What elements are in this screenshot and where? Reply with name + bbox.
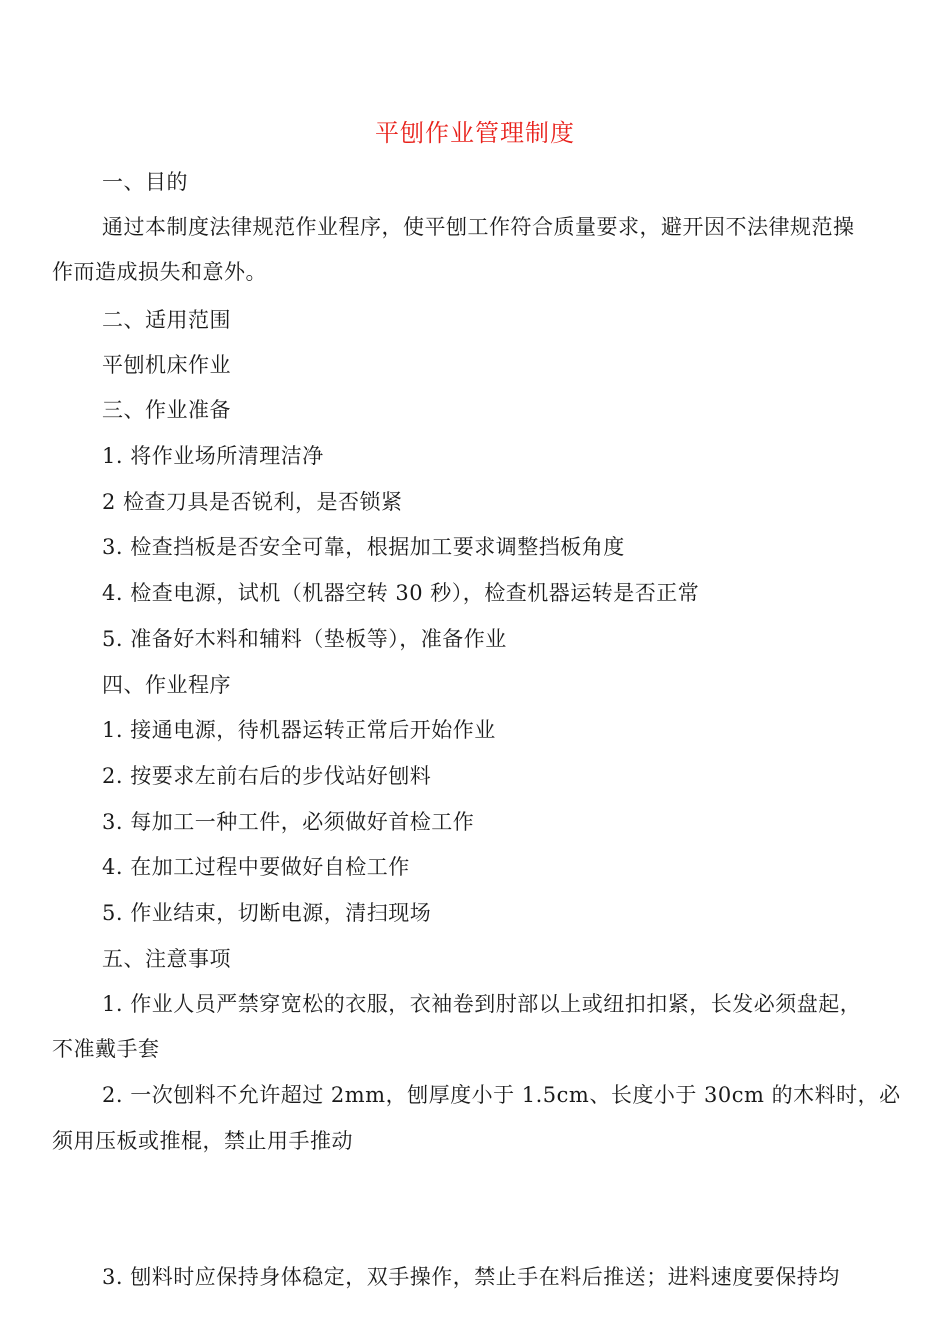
document-title: 平刨作业管理制度: [375, 119, 575, 147]
list-item-procedure-3: 3. 每加工一种工件，必须做好首检工作: [102, 810, 475, 834]
section-heading-purpose: 一、目的: [102, 170, 188, 194]
list-item-notes-1-line-2: 不准戴手套: [52, 1037, 160, 1061]
list-item-procedure-4: 4. 在加工过程中要做好自检工作: [102, 855, 410, 879]
list-item-notes-2-line-2: 须用压板或推棍，禁止用手推动: [52, 1129, 353, 1153]
list-item-preparation-4: 4. 检查电源，试机（机器空转 30 秒），检查机器运转是否正常: [102, 581, 700, 605]
section-heading-preparation: 三、作业准备: [102, 398, 231, 422]
list-item-preparation-2: 2 检查刀具是否锐利，是否锁紧: [102, 490, 403, 514]
list-item-notes-1-line-1: 1. 作业人员严禁穿宽松的衣服，衣袖卷到肘部以上或纽扣扣紧，长发必须盘起，: [102, 992, 862, 1016]
list-item-preparation-3: 3. 检查挡板是否安全可靠，根据加工要求调整挡板角度: [102, 535, 625, 559]
list-item-preparation-1: 1. 将作业场所清理洁净: [102, 444, 324, 468]
list-item-procedure-2: 2. 按要求左前右后的步伐站好刨料: [102, 764, 432, 788]
list-item-procedure-1: 1. 接通电源，待机器运转正常后开始作业: [102, 718, 496, 742]
list-item-procedure-5: 5. 作业结束，切断电源，清扫现场: [102, 901, 432, 925]
list-item-notes-3-line-1: 3. 刨料时应保持身体稳定，双手操作，禁止手在料后推送；进料速度要保持均: [102, 1265, 840, 1289]
paragraph-purpose-line-1: 通过本制度法律规范作业程序，使平刨工作符合质量要求，避开因不法律规范操: [102, 215, 855, 239]
paragraph-scope: 平刨机床作业: [102, 353, 231, 377]
section-heading-scope: 二、适用范围: [102, 308, 231, 332]
section-heading-procedure: 四、作业程序: [102, 673, 231, 697]
paragraph-purpose-line-2: 作而造成损失和意外。: [52, 260, 267, 284]
section-heading-notes: 五、注意事项: [102, 947, 231, 971]
list-item-notes-2-line-1: 2. 一次刨料不允许超过 2mm，刨厚度小于 1.5cm、长度小于 30cm 的木料时，必: [102, 1083, 901, 1107]
list-item-preparation-5: 5. 准备好木料和辅料（垫板等），准备作业: [102, 627, 507, 651]
